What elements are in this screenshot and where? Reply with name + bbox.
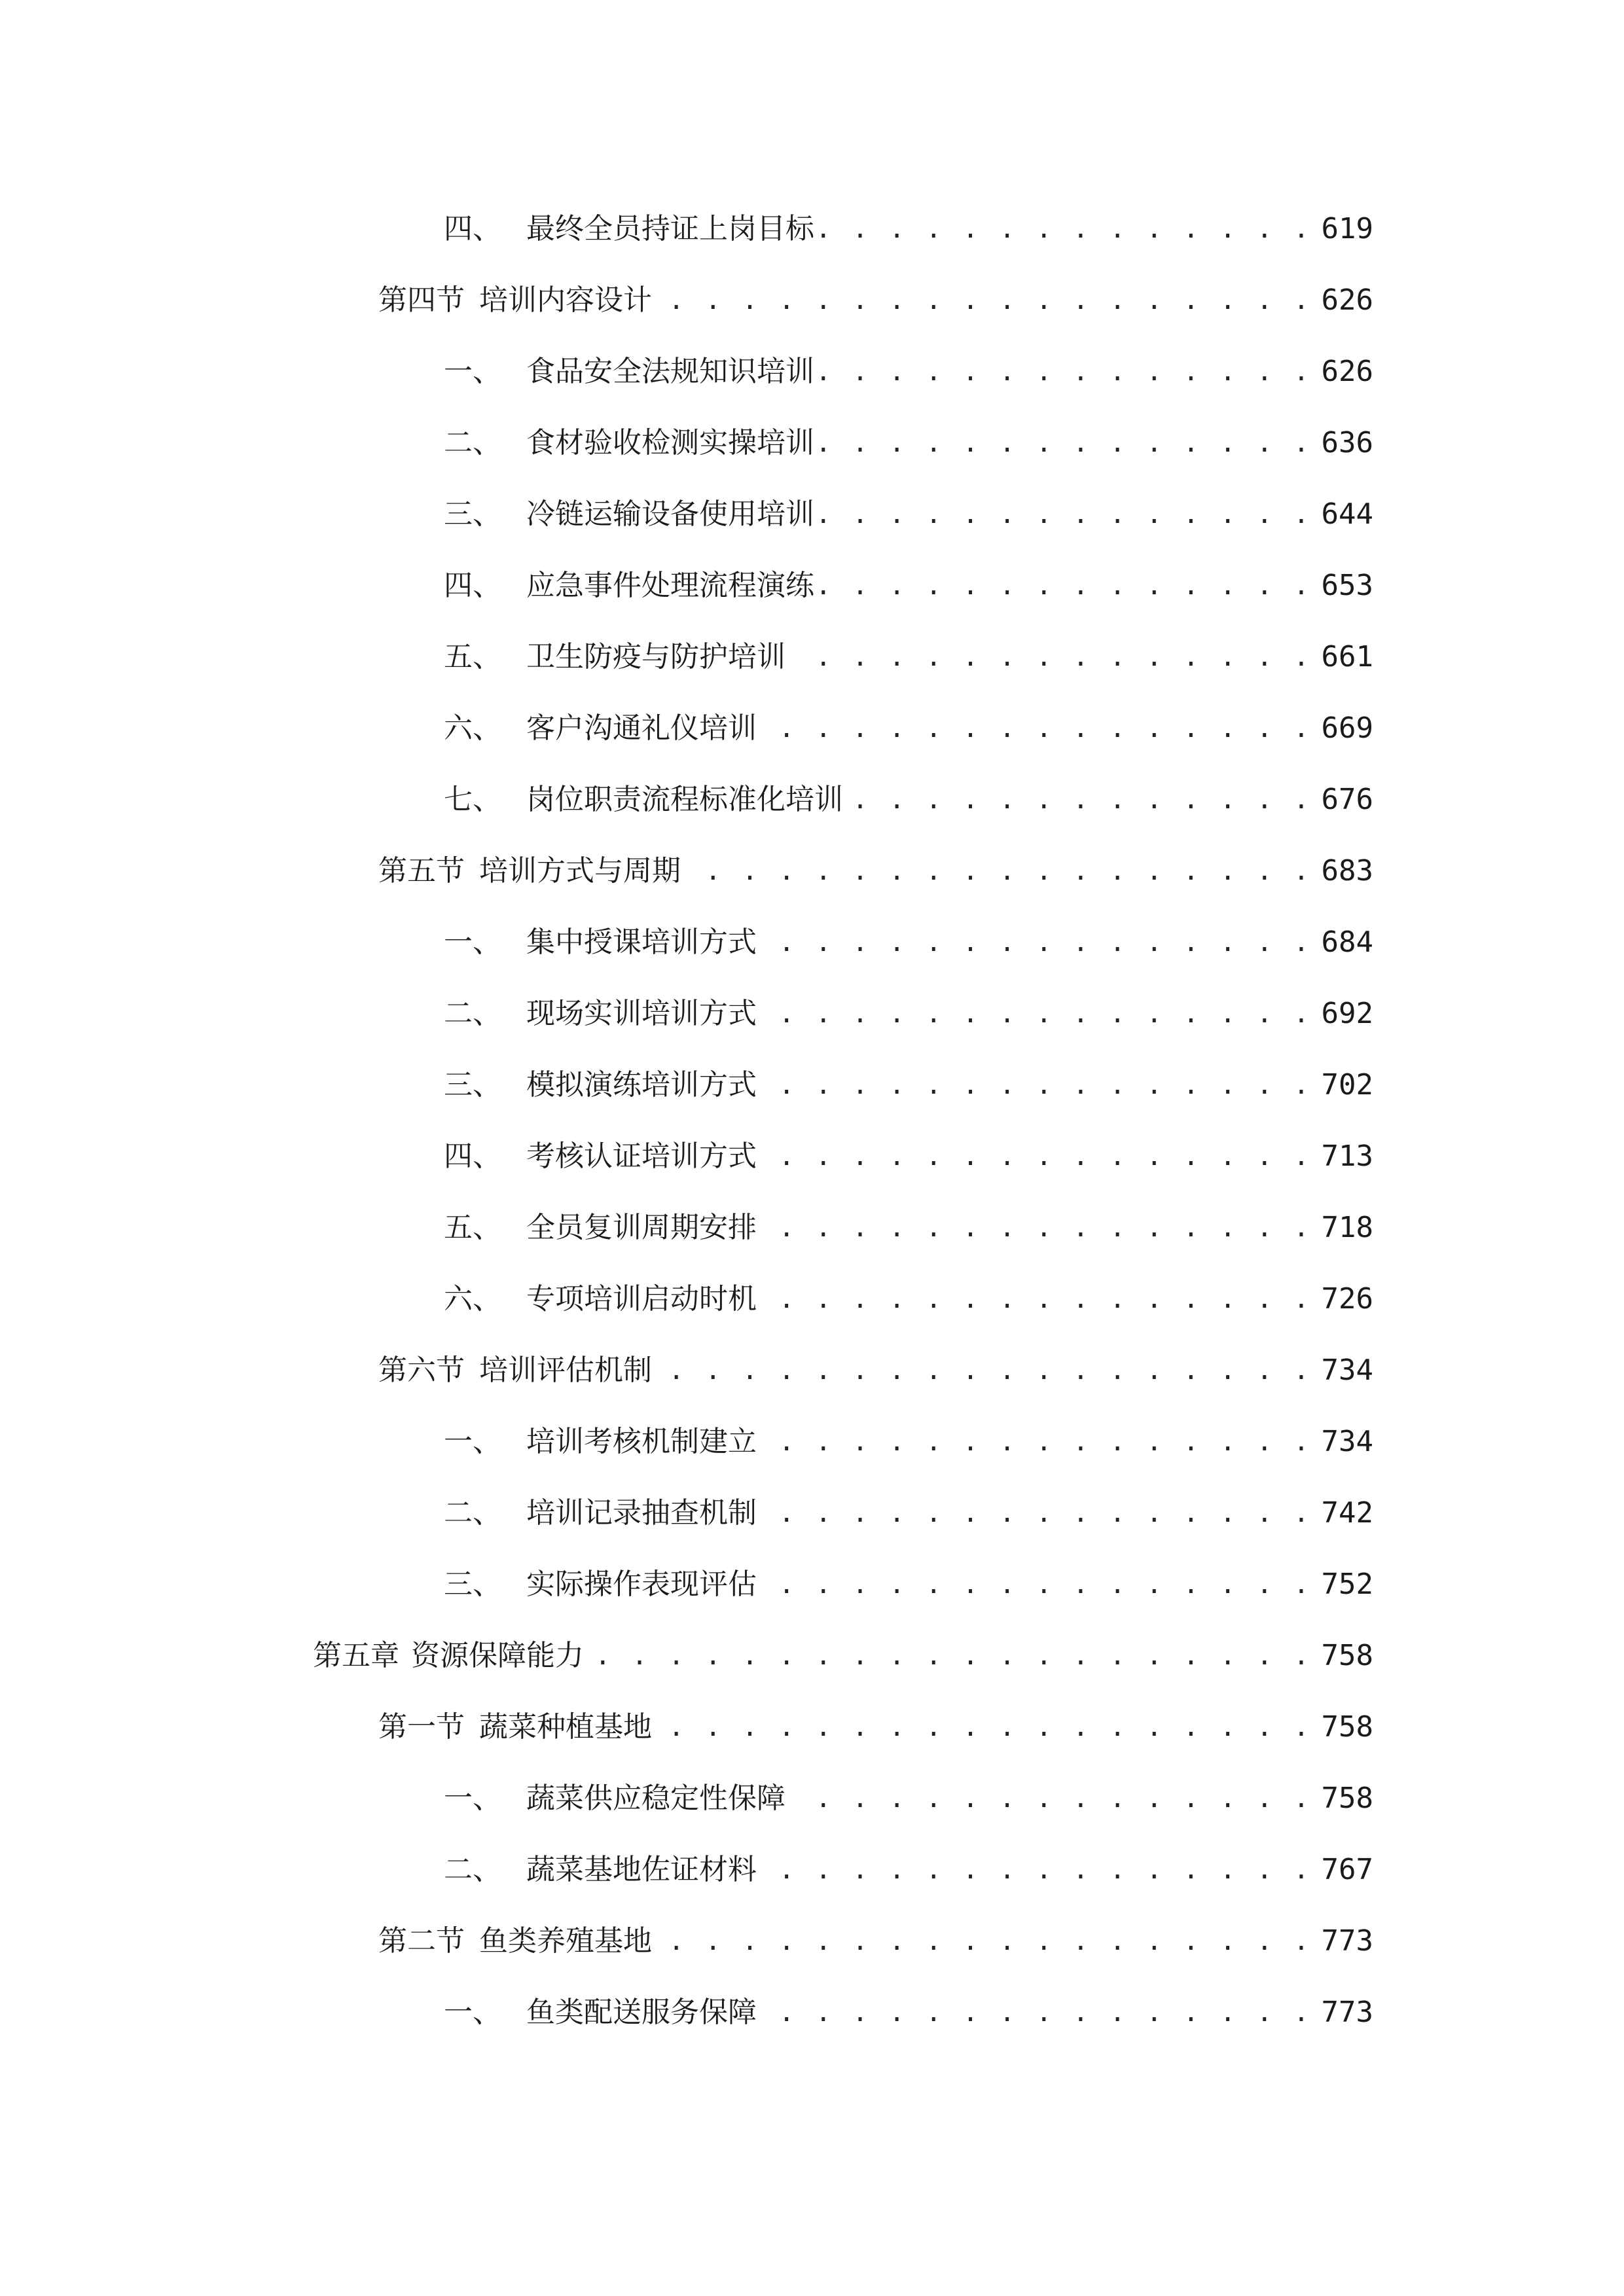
toc-dot-leader — [792, 634, 1312, 680]
toc-entry-number: 四、 — [444, 1139, 501, 1173]
toc-entry[interactable] — [444, 991, 1373, 1037]
toc-entry[interactable] — [444, 492, 1373, 537]
toc-dot-leader — [763, 1562, 1312, 1607]
toc-entry-number: 三、 — [444, 1068, 501, 1102]
toc-entry-title: 蔬菜基地佐证材料 — [526, 1853, 757, 1886]
toc-entry[interactable] — [444, 1205, 1373, 1251]
toc-entry-page: 713 — [1321, 1139, 1373, 1173]
toc-entry-page: 653 — [1321, 569, 1373, 602]
toc-entry-title: 应急事件处理流程演练 — [526, 569, 814, 602]
toc-entry-title: 冷链运输设备使用培训 — [526, 497, 814, 531]
toc-entry-number: 二、 — [444, 426, 501, 459]
toc-entry-title: 集中授课培训方式 — [526, 925, 757, 959]
toc-entry-page: 661 — [1321, 640, 1373, 673]
toc-entry[interactable] — [444, 1990, 1373, 2036]
toc-entry[interactable] — [444, 920, 1373, 965]
toc-entry-title: 食品安全法规知识培训 — [526, 355, 814, 388]
toc-entry-number: 二、 — [444, 1496, 501, 1530]
toc-entry-number: 第四节 — [378, 283, 465, 317]
toc-entry-title: 蔬菜供应稳定性保障 — [526, 1782, 785, 1815]
toc-entry-number: 一、 — [444, 355, 501, 388]
toc-entry-page: 734 — [1321, 1425, 1373, 1458]
toc-entry-page: 683 — [1321, 854, 1373, 888]
toc-dot-leader — [821, 420, 1312, 466]
toc-entry-title: 全员复训周期安排 — [526, 1211, 757, 1244]
toc-entry[interactable] — [444, 706, 1373, 751]
toc-dot-leader — [763, 991, 1312, 1037]
toc-entry[interactable] — [444, 1419, 1373, 1465]
toc-entry-title: 卫生防疫与防护培训 — [526, 640, 785, 673]
toc-entry-page: 676 — [1321, 783, 1373, 816]
toc-dot-leader — [763, 706, 1312, 751]
toc-entry-title: 资源保障能力 — [411, 1639, 584, 1672]
toc-entry-number: 一、 — [444, 1782, 501, 1815]
toc-dot-leader — [659, 1704, 1312, 1750]
toc-entry-number: 一、 — [444, 925, 501, 959]
toc-entry-page: 644 — [1321, 497, 1373, 531]
toc-entry-page: 758 — [1321, 1782, 1373, 1815]
toc-entry[interactable] — [444, 349, 1373, 395]
toc-entry-title: 岗位职责流程标准化培训 — [526, 783, 843, 816]
toc-dot-leader — [850, 777, 1312, 823]
toc-entry-number: 第五节 — [378, 854, 465, 888]
toc-entry-number: 六、 — [444, 711, 501, 745]
toc-entry-page: 726 — [1321, 1282, 1373, 1316]
toc-entry-page: 626 — [1321, 355, 1373, 388]
toc-dot-leader — [590, 1633, 1312, 1679]
toc-dot-leader — [763, 1062, 1312, 1108]
toc-entry-page: 773 — [1321, 1924, 1373, 1958]
toc-entry-page: 767 — [1321, 1853, 1373, 1886]
toc-entry-page: 718 — [1321, 1211, 1373, 1244]
toc-dot-leader — [821, 349, 1312, 395]
toc-dot-leader — [763, 1134, 1312, 1179]
toc-entry-number: 三、 — [444, 497, 501, 531]
toc-entry[interactable] — [444, 420, 1373, 466]
toc-entry[interactable] — [444, 1776, 1373, 1821]
toc-entry[interactable] — [378, 1348, 1373, 1393]
toc-entry-page: 636 — [1321, 426, 1373, 459]
toc-entry[interactable] — [378, 848, 1373, 894]
toc-entry-title: 培训考核机制建立 — [526, 1425, 757, 1458]
toc-entry-number: 四、 — [444, 569, 501, 602]
toc-entry-title: 客户沟通礼仪培训 — [526, 711, 757, 745]
toc-entry-title: 实际操作表现评估 — [526, 1568, 757, 1601]
toc-entry[interactable] — [313, 1633, 1373, 1679]
toc-entry-title: 模拟演练培训方式 — [526, 1068, 757, 1102]
toc-entry-page: 734 — [1321, 1354, 1373, 1387]
toc-dot-leader — [821, 492, 1312, 537]
toc-entry[interactable] — [378, 278, 1373, 323]
toc-entry-page: 684 — [1321, 925, 1373, 959]
toc-entry-page: 752 — [1321, 1568, 1373, 1601]
toc-entry[interactable] — [444, 1062, 1373, 1108]
toc-entry-page: 758 — [1321, 1710, 1373, 1744]
toc-dot-leader — [763, 1205, 1312, 1251]
toc-entry-page: 758 — [1321, 1639, 1373, 1672]
toc-entry-number: 三、 — [444, 1568, 501, 1601]
toc-entry-title: 最终全员持证上岗目标 — [526, 212, 814, 245]
toc-entry[interactable] — [444, 1562, 1373, 1607]
toc-dot-leader — [763, 1990, 1312, 2036]
toc-entry-page: 773 — [1321, 1996, 1373, 2029]
toc-entry-title: 培训记录抽查机制 — [526, 1496, 757, 1530]
toc-entry-number: 第二节 — [378, 1924, 465, 1958]
toc-dot-leader — [763, 1490, 1312, 1536]
toc-entry-title: 现场实训培训方式 — [526, 997, 757, 1030]
toc-entry-page: 626 — [1321, 283, 1373, 317]
toc-entry[interactable] — [444, 1134, 1373, 1179]
toc-entry-page: 669 — [1321, 711, 1373, 745]
toc-dot-leader — [659, 1918, 1312, 1964]
toc-entry[interactable] — [444, 634, 1373, 680]
toc-entry-number: 五、 — [444, 640, 501, 673]
toc-dot-leader — [763, 1847, 1312, 1893]
toc-entry[interactable] — [444, 1490, 1373, 1536]
toc-entry-number: 第六节 — [378, 1354, 465, 1387]
toc-entry-page: 742 — [1321, 1496, 1373, 1530]
toc-dot-leader — [763, 920, 1312, 965]
toc-entry-number: 二、 — [444, 997, 501, 1030]
toc-dot-leader — [687, 848, 1312, 894]
toc-dot-leader — [763, 1419, 1312, 1465]
toc-entry[interactable] — [444, 206, 1373, 252]
toc-entry-number: 六、 — [444, 1282, 501, 1316]
toc-entry-number: 五、 — [444, 1211, 501, 1244]
toc-entry-title: 鱼类养殖基地 — [479, 1924, 652, 1958]
toc-entry[interactable] — [444, 777, 1373, 823]
toc-entry-page: 702 — [1321, 1068, 1373, 1102]
toc-entry-title: 培训方式与周期 — [479, 854, 681, 888]
toc-entry-number: 二、 — [444, 1853, 501, 1886]
toc-dot-leader — [659, 278, 1312, 323]
toc-dot-leader — [821, 206, 1312, 252]
toc-entry-number: 七、 — [444, 783, 501, 816]
toc-entry[interactable] — [444, 1276, 1373, 1322]
toc-entry-title: 食材验收检测实操培训 — [526, 426, 814, 459]
toc-entry-title: 培训评估机制 — [479, 1354, 652, 1387]
toc-entry-number: 第五章 — [313, 1639, 399, 1672]
toc-entry-title: 考核认证培训方式 — [526, 1139, 757, 1173]
toc-entry-number: 一、 — [444, 1425, 501, 1458]
toc-entry-page: 619 — [1321, 212, 1373, 245]
toc-dot-leader — [821, 563, 1312, 609]
toc-entry-page: 692 — [1321, 997, 1373, 1030]
toc-entry[interactable] — [378, 1704, 1373, 1750]
toc-dot-leader — [659, 1348, 1312, 1393]
toc-entry-number: 第一节 — [378, 1710, 465, 1744]
toc-entry-title: 培训内容设计 — [479, 283, 652, 317]
toc-entry-number: 一、 — [444, 1996, 501, 2029]
toc-dot-leader — [792, 1776, 1312, 1821]
toc-entry[interactable] — [378, 1918, 1373, 1964]
toc-entry-number: 四、 — [444, 212, 501, 245]
toc-entry[interactable] — [444, 1847, 1373, 1893]
toc-entry-title: 鱼类配送服务保障 — [526, 1996, 757, 2029]
toc-dot-leader — [763, 1276, 1312, 1322]
toc-entry-title: 蔬菜种植基地 — [479, 1710, 652, 1744]
toc-entry-title: 专项培训启动时机 — [526, 1282, 757, 1316]
toc-entry[interactable] — [444, 563, 1373, 609]
